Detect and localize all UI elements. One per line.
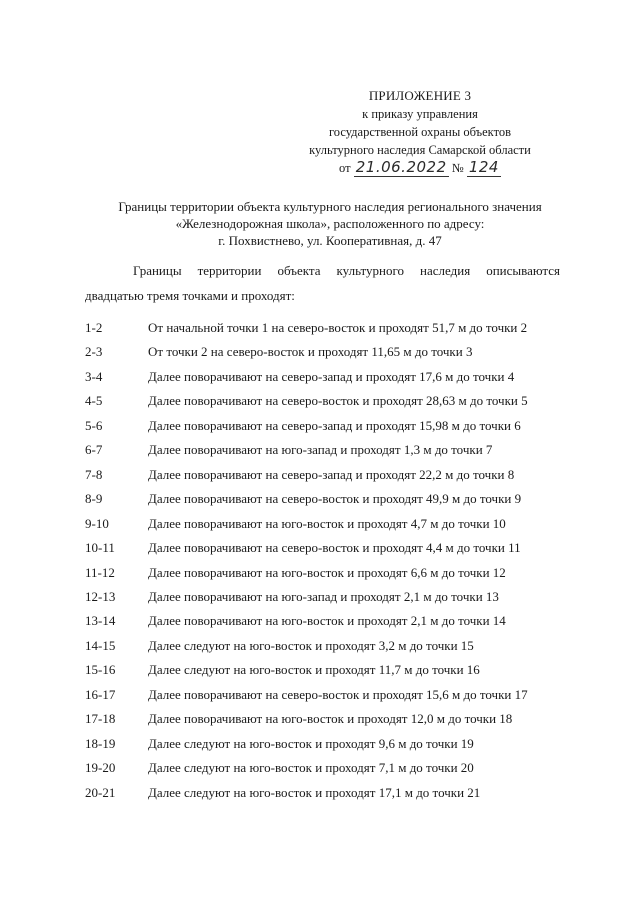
- segment-points: 13-14: [85, 613, 116, 629]
- department-region-line: культурного наследия Самарской области: [309, 143, 531, 157]
- segment-row: [0, 369, 640, 389]
- segment-points: 17-18: [85, 711, 116, 727]
- segment-description: Далее поворачивают на юго-восток и проходят 2,1 м до точки 14: [148, 613, 506, 629]
- segment-row: [0, 711, 640, 731]
- segment-description: От точки 2 на северо-восток и проходят 11,65 м до точки 3: [148, 344, 473, 360]
- from-label: от: [339, 161, 351, 175]
- segment-description: Далее поворачивают на юго-запад и проходят 1,3 м до точки 7: [148, 442, 493, 458]
- segment-row: [0, 760, 640, 780]
- document-title-line-1: Границы территории объекта культурного наследия регионального значения: [118, 199, 542, 214]
- segment-row: [0, 565, 640, 585]
- segment-points: 20-21: [85, 784, 116, 800]
- segment-points: 12-13: [85, 589, 116, 604]
- segment-row: [0, 687, 640, 707]
- segment-points: 3-4: [85, 368, 103, 384]
- segment-description: Далее поворачивают на северо-запад и проходят 17,6 м до точки 4: [148, 368, 515, 384]
- segment-row: [0, 393, 640, 413]
- appendix-title: ПРИЛОЖЕНИЕ 3: [368, 88, 472, 103]
- segment-row: [0, 418, 640, 438]
- segment-description: Далее следуют на юго-восток и проходят 9,6 м до точки 19: [148, 735, 474, 751]
- segment-points: 8-9: [85, 491, 103, 507]
- segment-row: [0, 540, 640, 560]
- handwritten-date: 21.06.2022: [355, 158, 447, 176]
- segment-description: Далее поворачивают на северо-запад и проходят 22,2 м до точки 8: [148, 466, 515, 482]
- segment-description: Далее поворачивают на северо-восток и проходят 28,63 м до точки 5: [148, 393, 528, 409]
- order-reference-line: к приказу управления: [362, 107, 478, 121]
- segment-row: [0, 344, 640, 364]
- segment-points: 10-11: [85, 540, 115, 555]
- segment-points: 5-6: [85, 417, 103, 433]
- handwritten-number: 124: [468, 158, 499, 176]
- segment-description: Далее поворачивают на юго-восток и проходят 4,7 м до точки 10: [148, 515, 506, 531]
- segment-description: Далее поворачивают на северо-восток и проходят 15,6 м до точки 17: [148, 686, 528, 702]
- segment-points: 19-20: [85, 760, 116, 776]
- segment-description: Далее следуют на юго-восток и проходят 17,1 м до точки 21: [148, 784, 481, 800]
- segment-row: [0, 662, 640, 682]
- segment-description: Далее следуют на юго-восток и проходят 7,1 м до точки 20: [148, 760, 474, 776]
- document-title-line-2: «Железнодорожная школа», расположенного по адресу:: [175, 216, 485, 231]
- segment-points: 15-16: [85, 662, 116, 678]
- segment-points: 1-2: [85, 320, 103, 335]
- segment-row: [0, 785, 640, 805]
- segment-points: 18-19: [85, 735, 116, 751]
- segment-description: Далее поворачивают на северо-восток и проходят 49,9 м до точки 9: [148, 491, 522, 507]
- segment-points: 9-10: [85, 515, 109, 531]
- segment-row: [0, 442, 640, 462]
- intro-paragraph-line-1: Границы территории объекта культурного наследия описываются: [133, 263, 560, 278]
- segment-points: 16-17: [85, 686, 116, 702]
- segment-row: [0, 638, 640, 658]
- segment-description: От начальной точки 1 на северо-восток и проходят 51,7 м до точки 2: [148, 320, 528, 335]
- segment-row: [0, 516, 640, 536]
- segment-description: Далее поворачивают на северо-восток и проходят 4,4 м до точки 11: [148, 540, 521, 555]
- department-line: государственной охраны объектов: [328, 125, 512, 139]
- number-label: №: [451, 161, 464, 175]
- segment-description: Далее поворачивают на юго-восток и проходят 12,0 м до точки 18: [148, 711, 513, 727]
- segment-row: [0, 491, 640, 511]
- segment-row: [0, 589, 640, 609]
- order-date-number: [260, 160, 580, 176]
- segment-points: 6-7: [85, 442, 103, 458]
- segment-points: 14-15: [85, 637, 116, 653]
- segment-description: Далее поворачивают на северо-запад и проходят 15,98 м до точки 6: [148, 417, 521, 433]
- segment-row: [0, 320, 640, 340]
- segment-description: Далее поворачивают на юго-запад и проходят 2,1 м до точки 13: [148, 589, 499, 604]
- segment-description: Далее поворачивают на юго-восток и проходят 6,6 м до точки 12: [148, 564, 506, 580]
- segment-row: [0, 736, 640, 756]
- segment-points: 7-8: [85, 466, 103, 482]
- segment-points: 11-12: [85, 564, 115, 580]
- segment-description: Далее следуют на юго-восток и проходят 3,2 м до точки 15: [148, 637, 474, 653]
- segment-row: [0, 467, 640, 487]
- document-title-line-3: г. Похвистнево, ул. Кооперативная, д. 47: [218, 233, 442, 248]
- intro-paragraph-line-2: двадцатью тремя точками и проходят:: [85, 288, 295, 303]
- segment-description: Далее следуют на юго-восток и проходят 11,7 м до точки 16: [148, 662, 480, 678]
- segment-row: [0, 613, 640, 633]
- segment-points: 4-5: [85, 393, 103, 409]
- segment-points: 2-3: [85, 344, 103, 360]
